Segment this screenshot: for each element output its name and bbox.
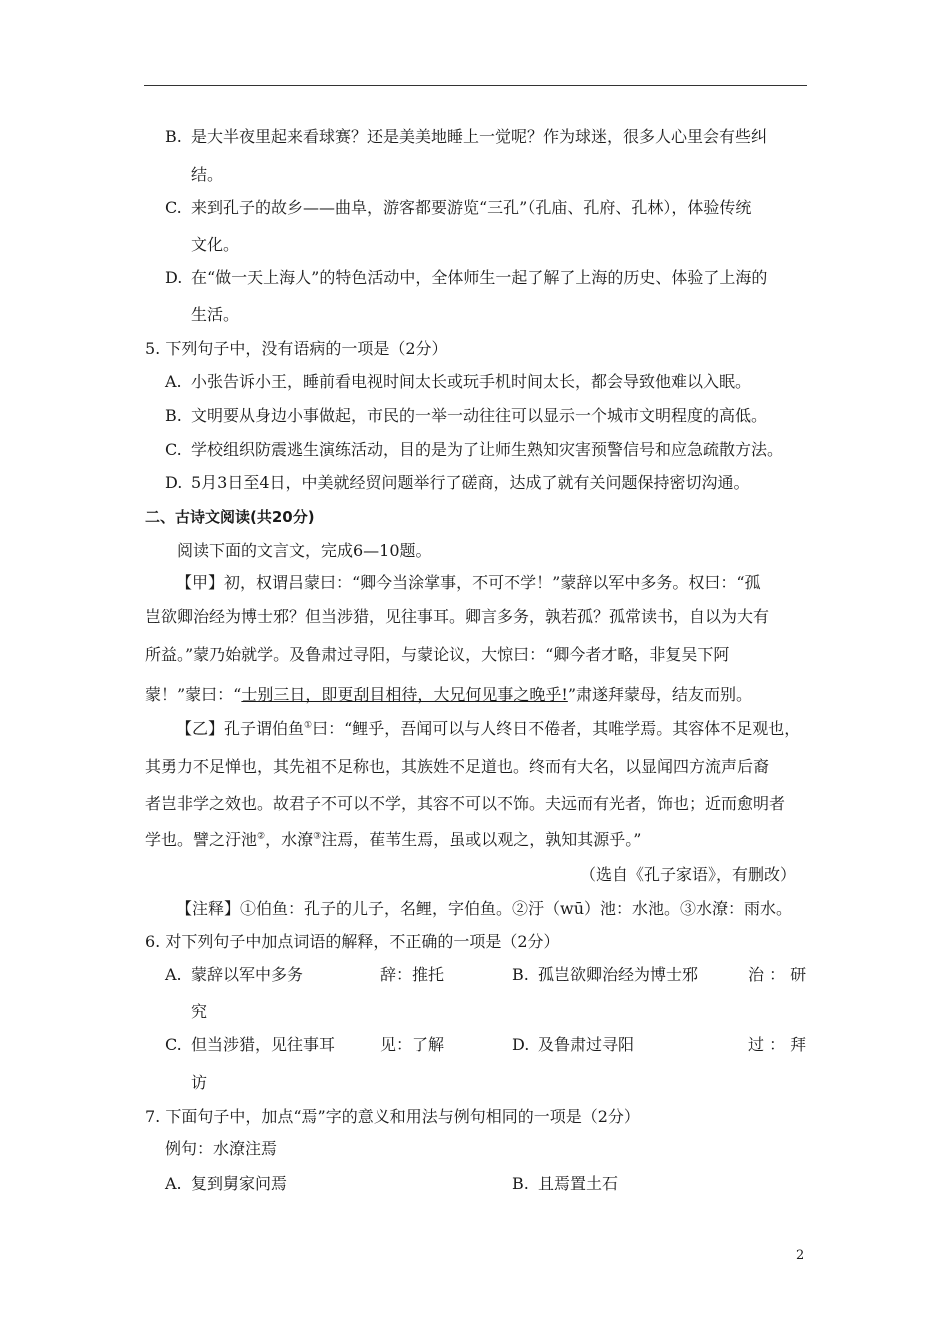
passage-jia-line: 蒙！”蒙曰：“士别三日，即更刮目相待，大兄何见事之晚乎!”肃遂拜蒙母，结友而别。 <box>145 685 752 704</box>
passage-yi-line: 学也。譬之汙池②，水潦③注焉，萑苇生焉，虽或以观之，孰知其源乎。” <box>145 830 642 849</box>
q5-option-d: D. 5月3日至4日，中美就经贸问题举行了磋商，达成了就有关问题保持密切沟通。 <box>165 473 750 492</box>
q6-option-a-gloss: 辞：推托 <box>380 965 445 984</box>
footnote-mark: ② <box>257 831 266 842</box>
q4-option-d: D. 在“做一天上海人”的特色活动中，全体师生一起了解了上海的历史、体验了上海的 <box>165 268 768 287</box>
section-intro: 阅读下面的文言文，完成6—10题。 <box>177 541 432 560</box>
q6-option-a: A. 蒙辞以军中多务 <box>165 965 304 984</box>
q5-option-c: C. 学校组织防震逃生演练活动，目的是为了让师生熟知灾害预警信号和应急疏散方法。 <box>165 440 784 459</box>
footnotes: 【注释】①伯鱼：孔子的儿子，名鲤，字伯鱼。②汙（wū）池：水池。③水潦：雨水。 <box>176 899 793 918</box>
q5-stem: 5. 下列句子中，没有语病的一项是（2分） <box>145 339 448 358</box>
q6-option-d: D. 及鲁肃过寻阳 <box>512 1035 635 1054</box>
underlined-sentence: 士别三日，即更刮目相待，大兄何见事之晚乎! <box>241 685 568 704</box>
q6-option-d-gloss: 过 ： 拜 <box>748 1035 807 1054</box>
q6-option-b: B. 孤岂欲卿治经为博士邪 <box>512 965 699 984</box>
passage-jia-line: 【甲】初，权谓吕蒙曰：“卿今当涂掌事，不可不学！”蒙辞以军中多务。权曰：“孤 <box>176 573 761 592</box>
footnote-mark: ① <box>304 720 313 731</box>
q5-option-b: B. 文明要从身边小事做起，市民的一举一动往往可以显示一个城市文明程度的高低。 <box>165 406 768 425</box>
q7-stem: 7. 下面句子中，加点“焉”字的意义和用法与例句相同的一项是（2分） <box>145 1107 640 1126</box>
page-number: 2 <box>796 1248 805 1263</box>
q5-option-a: A. 小张告诉小王，睡前看电视时间太长或玩手机时间太长，都会导致他难以入眠。 <box>165 372 752 391</box>
q6-option-b-gloss: 治 ： 研 <box>748 965 807 984</box>
q6-option-d-gloss-cont: 访 <box>191 1073 208 1092</box>
q6-option-c: C. 但当涉猎，见往事耳 <box>165 1035 336 1054</box>
q7-example: 例句：水潦注焉 <box>165 1139 278 1158</box>
q6-option-b-gloss-cont: 究 <box>191 1002 208 1021</box>
passage-source: （选自《孔子家语》，有删改） <box>580 865 797 884</box>
q7-option-b: B. 且焉置土石 <box>512 1174 619 1193</box>
q4-option-b: B. 是大半夜里起来看球赛？还是美美地睡上一觉呢？作为球迷，很多人心里会有些纠 <box>165 127 768 146</box>
footnote-mark: ③ <box>313 831 322 842</box>
passage-jia-line: 岂欲卿治经为博士邪？但当涉猎，见往事耳。卿言多务，孰若孤？孤常读书，自以为大有 <box>145 607 770 626</box>
q4-option-c: C. 来到孔子的故乡——曲阜，游客都要游览“三孔”（孔庙、孔府、孔林），体验传统 <box>165 198 752 217</box>
q7-option-a: A. 复到舅家问焉 <box>165 1174 288 1193</box>
q4-option-c-cont: 文化。 <box>191 235 240 254</box>
q6-stem: 6. 对下列句子中加点词语的解释，不正确的一项是（2分） <box>145 932 560 951</box>
passage-yi-line: 【乙】孔子谓伯鱼①曰：“鲤乎，吾闻可以与人终日不倦者，其唯学焉。其容体不足观也， <box>176 719 801 738</box>
q4-option-b-cont: 结。 <box>191 165 224 184</box>
section-title: 二、古诗文阅读(共20分) <box>145 508 315 526</box>
header-rule <box>144 85 807 86</box>
passage-yi-line: 其勇力不足惮也，其先祖不足称也，其族姓不足道也。终而有大名，以显闻四方流声后裔 <box>145 757 770 776</box>
q6-option-c-gloss: 见：了解 <box>380 1035 445 1054</box>
passage-yi-line: 者岂非学之效也。故君子不可以不学，其容不可以不饰。夫远而有光者，饰也；近而愈明者 <box>145 794 786 813</box>
passage-jia-line: 所益。”蒙乃始就学。及鲁肃过寻阳，与蒙论议，大惊曰：“卿今者才略，非复吴下阿 <box>145 645 730 664</box>
q4-option-d-cont: 生活。 <box>191 305 240 324</box>
